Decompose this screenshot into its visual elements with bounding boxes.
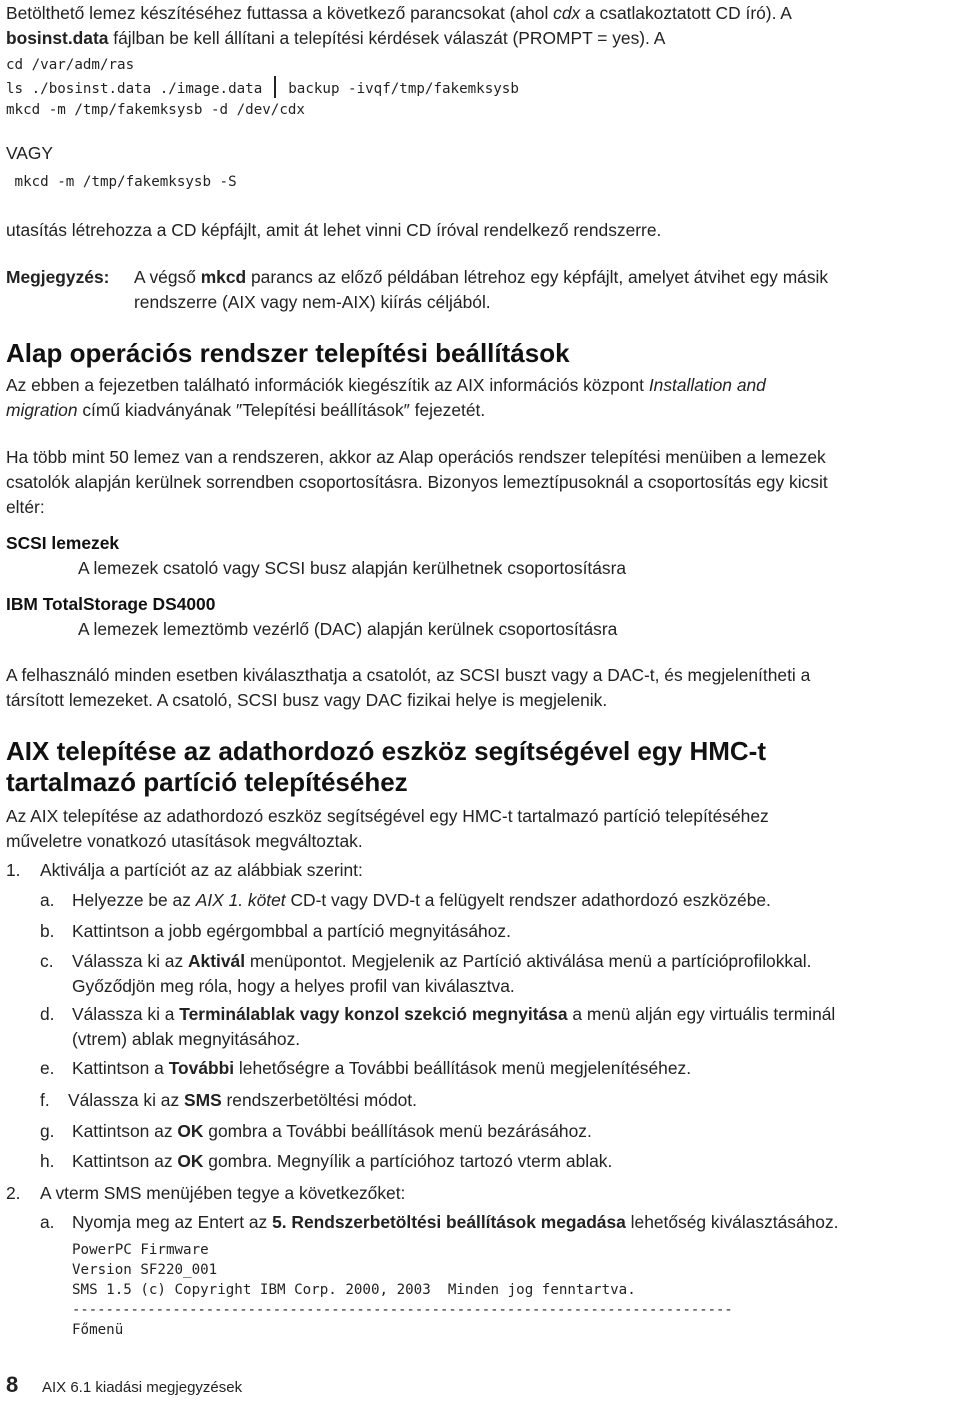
after-code-text: utasítás létrehozza a CD képfájlt, amit át lehet vinni CD íróval rendelkező rendszerre. — [6, 220, 662, 240]
code-block-mkcd: mkcd -m /tmp/fakemksysb -S — [6, 174, 237, 190]
section-title-base-os: Alap operációs rendszer telepítési beállítások — [6, 338, 570, 368]
definition-text: A lemezek lemeztömb vezérlő (DAC) alapján kerülnek csoportosításra — [78, 619, 618, 639]
page-footer — [6, 1372, 242, 1400]
section2-paragraph-1: Az AIX telepítése az adathordozó eszköz segítségével egy HMC-t tartalmazó partíció telepítéséhez műveletre vonatkozó utasítások megváltoztak. — [6, 806, 769, 851]
intro-paragraph — [6, 1, 956, 51]
list-item-step-1a: a. Helyezze be az AIX 1. kötet CD-t vagy DVD-t a felügyelt rendszer adathordozó eszközébe. — [40, 890, 771, 910]
intro-line-1: Betölthető lemez készítéséhez futtassa a következő parancsokat (ahol cdx a csatlakoztatott CD író). A — [6, 3, 792, 23]
list-item-step-1g: g. Kattintson az OK gombra a További beállítások menü bezárásához. — [40, 1121, 592, 1141]
code-line-3: mkcd -m /tmp/fakemksysb -d /dev/cdx — [6, 102, 305, 118]
list-item-step-1e: e. Kattintson a További lehetőségre a További beállítások menü megjelenítéséhez. — [40, 1058, 692, 1078]
list-item-step-1c: c. Válassza ki az Aktivál menüpontot. Megjelenik az Partíció aktiválása menü a partícióprofilokkal. Győződjön meg róla, hogy a helyes profil van kiválasztva. — [40, 951, 812, 996]
list-item-step-1b: b. Kattintson a jobb egérgombbal a partíció megnyitásához. — [40, 921, 511, 941]
section1-paragraph-1: Az ebben a fejezetben található információk kiegészítik az AIX információs központ Installation and migration című kiadványának ″Telepítési beállítások″ fejezetét. — [6, 375, 766, 420]
or-label: VAGY — [6, 143, 54, 163]
firmware-screen-sample: PowerPC Firmware Version SF220_001 SMS 1.5 (c) Copyright IBM Corp. 2000, 2003 Minden jog fenntartva. ------------------------------------------------------------------------------- Főmenü — [72, 1242, 733, 1338]
list-item-step-1: 1. Aktiválja a partíciót az az alábbiak szerint: — [6, 860, 363, 880]
section1-paragraph-3: A felhasználó minden esetben kiválaszthatja a csatolót, az SCSI buszt vagy a DAC-t, és megjelenítheti a társított lemezeket. A csatoló, SCSI busz vagy DAC fizikai helye is megjelenik. — [6, 665, 811, 710]
section-title-hmc-install: AIX telepítése az adathordozó eszköz segítségével egy HMC-t tartalmazó partíció telepítéséhez — [6, 736, 766, 797]
definition-scsi — [6, 531, 956, 581]
section1-paragraph-2: Ha több mint 50 lemez van a rendszeren, akkor az Alap operációs rendszer telepítési menüiben a lemezek csatolók alapján kerülnek sorrendben csoportosításra. Bizonyos lemeztípusoknál a csoportosítás egy kicsit eltér: — [6, 447, 828, 517]
list-item-step-2: 2. A vterm SMS menüjében tegye a következőket: — [6, 1183, 406, 1203]
page-number: 8 — [6, 1372, 19, 1397]
intro-line-2: bosinst.data fájlban be kell állítani a telepítési kérdések válaszát (PROMPT = yes). A — [6, 28, 666, 48]
list-item-step-1d: d. Válassza ki a Terminálablak vagy konzol szekció megnyitása a menü alján egy virtuális terminál (vtrem) ablak megnyitásához. — [40, 1004, 836, 1049]
pipe-separator — [274, 76, 276, 98]
definition-ds4000 — [6, 592, 956, 642]
footer-title: AIX 6.1 kiadási megjegyzések — [42, 1379, 243, 1396]
definition-term: IBM TotalStorage DS4000 — [6, 594, 216, 614]
list-item-step-1f: f. Válassza ki az SMS rendszerbetöltési módot. — [40, 1090, 417, 1110]
note-text: A végső mkcd parancs az előző példában létrehoz egy képfájlt, amelyet átvihet egy másik rendszerre (AIX vagy nem-AIX) kiírás céljából. — [134, 267, 829, 312]
note-label: Megjegyzés: — [6, 267, 110, 287]
code-line-1: cd /var/adm/ras — [6, 57, 135, 73]
definition-text: A lemezek csatoló vagy SCSI busz alapján kerülhetnek csoportosításra — [78, 558, 627, 578]
note-block — [6, 265, 956, 315]
list-item-step-2a: a. Nyomja meg az Entert az 5. Rendszerbetöltési beállítások megadása lehetőség kiválasztásához. — [40, 1212, 839, 1232]
code-line-2: ls ./bosinst.data ./image.data backup -ivqf/tmp/fakemksysb — [6, 76, 519, 100]
code-block-mksysb — [6, 55, 519, 121]
definition-term: SCSI lemezek — [6, 533, 120, 553]
list-item-step-1h: h. Kattintson az OK gombra. Megnyílik a partícióhoz tartozó vterm ablak. — [40, 1151, 613, 1171]
